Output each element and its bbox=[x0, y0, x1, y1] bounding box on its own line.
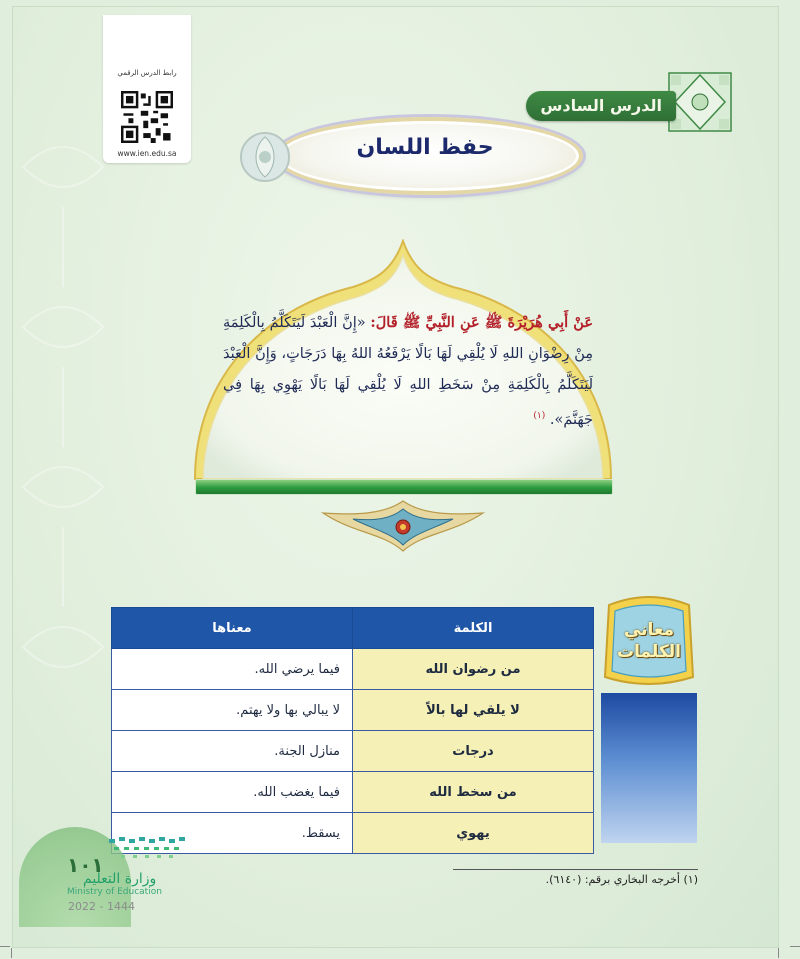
crop-mark bbox=[11, 948, 12, 958]
ministry-logo-icon bbox=[99, 833, 199, 865]
hadith-body: «إِنَّ الْعَبْدَ لَيَتَكَلَّمُ بِالْكَلِمَةِ مِنْ رِضْوَانِ اللهِ لَا يُلْقِي لَهَا بَالًا يَرْفَعُهُ اللهُ بِهَا دَرَجَاتٍ، وَإِنَّ الْعَبْدَ لَيَتَكَلَّمُ بِالْكَلِمَةِ مِنْ سَخَطِ اللهِ لَا يُلْقِي لَهَا بَالًا يَهْوِي بِهَا فِي جَهَنَّمَ». bbox=[223, 315, 593, 428]
lesson-tag bbox=[526, 91, 676, 121]
crop-mark bbox=[0, 946, 10, 947]
hadith-text bbox=[223, 307, 593, 436]
meaning-cell: يسقط. bbox=[112, 813, 353, 854]
footnote-divider bbox=[453, 869, 698, 870]
table-row bbox=[112, 649, 594, 690]
ministry-name-en: Ministry of Education bbox=[67, 887, 162, 897]
qr-code-icon[interactable] bbox=[121, 91, 173, 143]
page-number: ١٠١ bbox=[67, 853, 104, 877]
meaning-cell: فيما يرضي الله. bbox=[112, 649, 353, 690]
header-word: الكلمة bbox=[353, 608, 594, 649]
word-cell: درجات bbox=[353, 731, 594, 772]
table-row bbox=[112, 731, 594, 772]
meaning-cell: لا يبالي بها ولا يهتم. bbox=[112, 690, 353, 731]
hadith-opening: عَنْ أَبِي هُرَيْرَةَ ﷺ عَنِ النَّبِيِّ ﷺ قَالَ: bbox=[370, 314, 593, 331]
lesson-tag-label: الدرس السادس bbox=[540, 96, 662, 115]
header-meaning: معناها bbox=[112, 608, 353, 649]
word-meanings-badge-label: معاني الكلمات bbox=[617, 620, 681, 662]
qr-url[interactable]: www.ien.edu.sa bbox=[117, 149, 177, 158]
edition-year: 2022 - 1444 bbox=[68, 900, 135, 913]
ministry-name-ar: وزارة التعليم bbox=[83, 871, 157, 887]
table-row bbox=[112, 772, 594, 813]
qr-card bbox=[103, 15, 191, 163]
floral-ornament-icon bbox=[313, 493, 493, 553]
footnote-ref[interactable]: (١) bbox=[533, 411, 546, 421]
vocabulary-table bbox=[111, 607, 594, 854]
word-cell: لا يلقي لها بالاً bbox=[353, 690, 594, 731]
footnote-text: (١) أخرجه البخاري برقم: (٦١٤٠). bbox=[545, 873, 698, 886]
word-cell: يهوي bbox=[353, 813, 594, 854]
crop-mark bbox=[778, 948, 779, 958]
meaning-cell: فيما يغضب الله. bbox=[112, 772, 353, 813]
crop-mark bbox=[790, 946, 800, 947]
word-cell: من رضوان الله bbox=[353, 649, 594, 690]
blue-gradient-strip bbox=[601, 693, 697, 843]
qr-label: رابط الدرس الرقمي bbox=[117, 69, 177, 77]
meaning-cell: منازل الجنة. bbox=[112, 731, 353, 772]
table-header-row bbox=[112, 608, 594, 649]
textbook-page bbox=[12, 6, 779, 948]
lesson-title: حفظ اللسان bbox=[356, 135, 494, 160]
table-row bbox=[112, 690, 594, 731]
word-cell: من سخط الله bbox=[353, 772, 594, 813]
